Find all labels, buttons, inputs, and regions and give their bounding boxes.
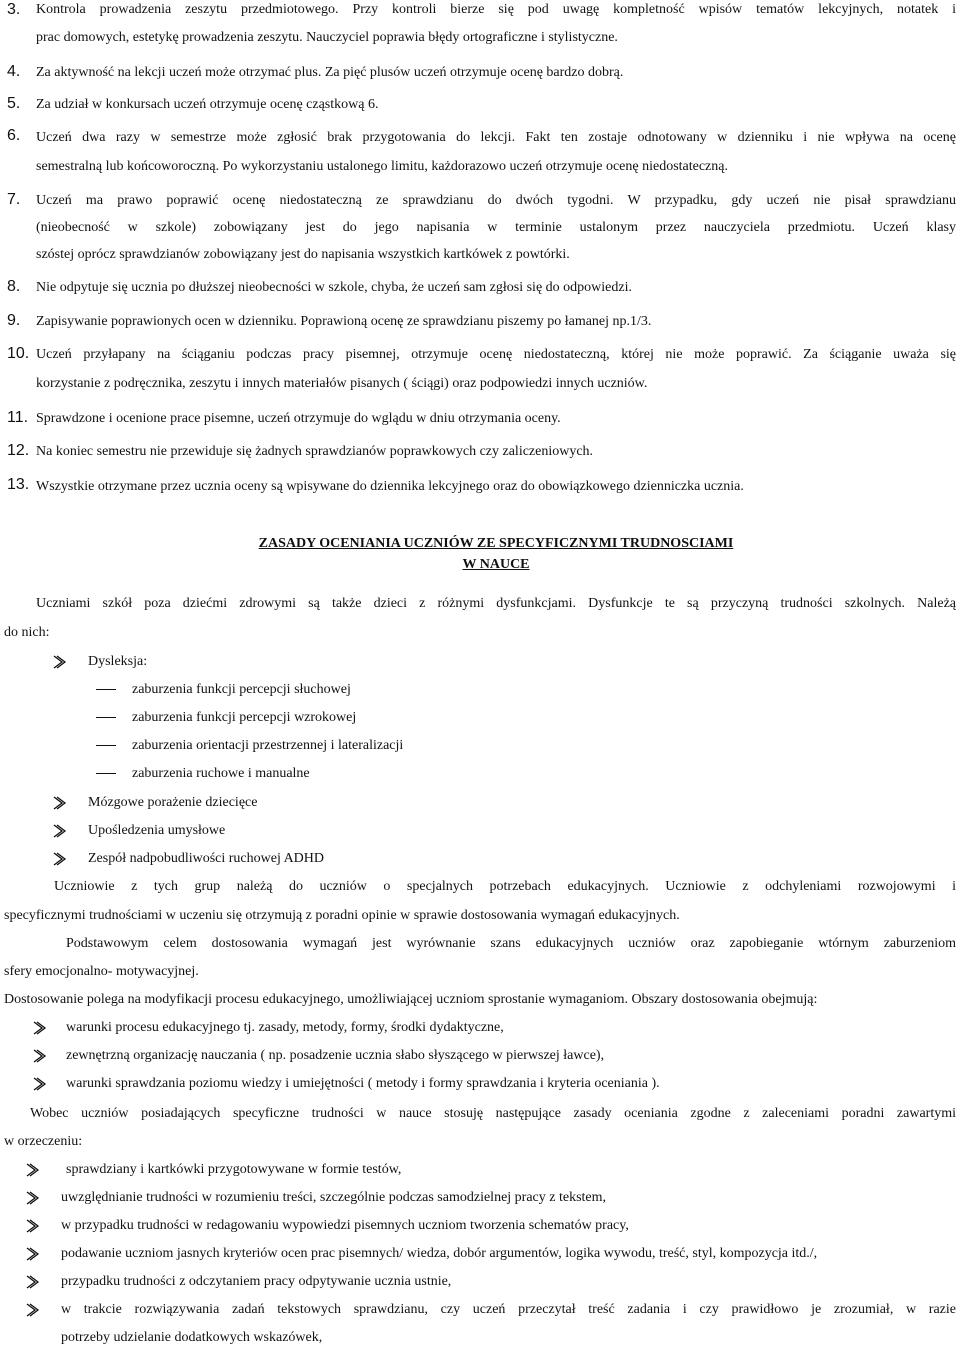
principle-item: uwzględnianie trudności w rozumieniu treści, szczególnie podczas samodzielnej pracy z tekstem,: [61, 1190, 607, 1205]
area-item: zewnętrzną organizację nauczania ( np. posadzenie ucznia słabo słyszącego w pierwszej ławce),: [66, 1048, 605, 1063]
paragraph-line: specyficznymi trudnościami w uczeniu się otrzymują z poradni opinie w sprawie dostosowania wymagań edukacyjnych.: [4, 908, 680, 923]
arrow-bullet-icon: [53, 824, 67, 838]
paragraph-line: Dostosowanie polega na modyfikacji procesu edukacyjnego, umożliwiającej uczniom sprostanie wymaganiom. Obszary dostosowania obejmują:: [4, 992, 818, 1007]
arrow-bullet-icon: [33, 1021, 47, 1035]
dash-bullet-icon: [96, 717, 116, 718]
principle-item: podawanie uczniom jasnych kryteriów ocen prac pisemnych/ wiedza, dobór argumentów, logika wywodu, treść, styl, kompozycja itd./,: [61, 1246, 818, 1261]
dysfunction-subitem: zaburzenia orientacji przestrzennej i lateralizacji: [132, 738, 404, 753]
rule-text-line: Za udział w konkursach uczeń otrzymuje ocenę cząstkową 6.: [36, 97, 379, 112]
arrow-bullet-icon: [33, 1049, 47, 1063]
dash-bullet-icon: [96, 773, 116, 774]
principle-item-continued: potrzeby udzielanie dodatkowych wskazówek,: [61, 1330, 323, 1345]
arrow-bullet-icon: [26, 1219, 40, 1233]
arrow-bullet-icon: [26, 1191, 40, 1205]
rule-number: 10.: [7, 345, 30, 362]
dysfunction-label: Upośledzenia umysłowe: [88, 823, 226, 838]
rule-text-line: Uczeń przyłapany na ściąganiu podczas pracy pisemnej, otrzymuje ocenę niedostateczną, której nie może poprawić. Za ściąganie uważa się: [36, 347, 956, 362]
rule-number: 3.: [7, 1, 21, 18]
rule-number: 7.: [7, 191, 21, 208]
rule-number: 9.: [7, 312, 21, 329]
section-heading-continued: W NAUCE: [462, 557, 530, 572]
rule-text-line: szóstej oprócz sprawdzianów zobowiązany jest do napisania wszystkich kartkówek z powtórki.: [36, 247, 570, 262]
area-item: warunki procesu edukacyjnego tj. zasady, metody, formy, środki dydaktyczne,: [66, 1020, 504, 1035]
rule-text-line: semestralną lub końcoworoczną. Po wykorzystaniu ustalonego limitu, każdorazowo uczeń otrzymuje ocenę niedostateczną.: [36, 159, 728, 174]
rule-text-line: Uczeń ma prawo poprawić ocenę niedostateczną ze sprawdzianu do dwóch tygodni. W przypadku, gdy uczeń nie pisał sprawdzianu: [36, 193, 956, 208]
rule-text-line: Uczeń dwa razy w semestrze może zgłosić brak przygotowania do lekcji. Fakt ten zostaje odnotowany w dzienniku i nie wpływa na ocenę: [36, 130, 956, 145]
principle-item: przypadku trudności z odczytaniem pracy odpytywanie ucznia ustnie,: [61, 1274, 452, 1289]
rule-text-line: Nie odpytuje się ucznia po dłuższej nieobecności w szkole, chyba, że uczeń sam zgłosi się do odpowiedzi.: [36, 280, 632, 295]
section-heading: ZASADY OCENIANIA UCZNIÓW ZE SPECYFICZNYMI TRUDNOSCIAMI: [258, 536, 734, 551]
arrow-bullet-icon: [26, 1303, 40, 1317]
rule-number: 13.: [7, 476, 30, 493]
arrow-bullet-icon: [53, 796, 67, 810]
dysfunction-label: Zespół nadpobudliwości ruchowej ADHD: [88, 851, 325, 866]
arrow-bullet-icon: [53, 655, 67, 669]
rule-text-line: Kontrola prowadzenia zeszytu przedmiotowego. Przy kontroli bierze się pod uwagę kompletność wpisów tematów lekcyjnych, notatek i: [36, 2, 956, 17]
paragraph-line: w orzeczeniu:: [4, 1134, 83, 1149]
paragraph-line: Wobec uczniów posiadających specyficzne trudności w nauce stosuję następujące zasady oceniania zgodne z zaleceniami poradni zawartymi: [30, 1106, 956, 1121]
intro-text-line: Uczniami szkół poza dziećmi zdrowymi są także dzieci z różnymi dysfunkcjami. Dysfunkcje te są przyczyną trudności szkolnych. Należą: [36, 596, 956, 611]
intro-text-line: do nich:: [4, 625, 50, 640]
dash-bullet-icon: [96, 689, 116, 690]
rule-number: 12.: [7, 442, 30, 459]
paragraph-line: sfery emocjonalno- motywacyjnej.: [4, 964, 199, 979]
arrow-bullet-icon: [33, 1077, 47, 1091]
rule-text-line: Za aktywność na lekcji uczeń może otrzymać plus. Za pięć plusów uczeń otrzymuje ocenę bardzo dobrą.: [36, 65, 624, 80]
paragraph-line: Podstawowym celem dostosowania wymagań jest wyrównanie szans edukacyjnych uczniów oraz zapobieganie wtórnym zaburzeniom: [66, 936, 956, 951]
rule-number: 6.: [7, 127, 21, 144]
arrow-bullet-icon: [26, 1275, 40, 1289]
paragraph-line: Uczniowie z tych grup należą do uczniów o specjalnych potrzebach edukacyjnych. Uczniowie z odchyleniami rozwojowymi i: [54, 879, 956, 894]
rule-text-line: prac domowych, estetykę prowadzenia zeszytu. Nauczyciel poprawia błędy ortograficzne i stylistyczne.: [36, 30, 618, 45]
rule-number: 11.: [7, 409, 29, 426]
rule-text-line: Zapisywanie poprawionych ocen w dzienniku. Poprawioną ocenę ze sprawdzianu piszemy po łamanej np.1/3.: [36, 314, 652, 329]
arrow-bullet-icon: [26, 1247, 40, 1261]
area-item: warunki sprawdzania poziomu wiedzy i umiejętności ( metody i formy sprawdzania i kryteria oceniania ).: [66, 1076, 660, 1091]
dysfunction-subitem: zaburzenia funkcji percepcji wzrokowej: [132, 710, 357, 725]
principle-item: sprawdziany i kartkówki przygotowywane w formie testów,: [66, 1162, 402, 1177]
principle-item: w przypadku trudności w redagowaniu wypowiedzi pisemnych uczniom tworzenia schematów pracy,: [61, 1218, 629, 1233]
rule-number: 4.: [7, 63, 21, 80]
rule-text-line: (nieobecność w szkole) zobowiązany jest do jego napisania w terminie ustalonym przez nauczyciela przedmiotu. Uczeń klasy: [36, 220, 956, 235]
dysfunction-subitem: zaburzenia funkcji percepcji słuchowej: [132, 682, 351, 697]
rule-text-line: Wszystkie otrzymane przez ucznia oceny są wpisywane do dziennika lekcyjnego oraz do obowiązkowego dzienniczka ucznia.: [36, 479, 744, 494]
rule-text-line: Na koniec semestru nie przewiduje się żadnych sprawdzianów poprawkowych czy zaliczeniowych.: [36, 444, 594, 459]
principle-item: w trakcie rozwiązywania zadań tekstowych sprawdzianu, czy uczeń przeczytał treść zadania i czy prawidłowo je zrozumiał, w razie: [61, 1302, 956, 1317]
rule-number: 8.: [7, 278, 21, 295]
arrow-bullet-icon: [26, 1163, 40, 1177]
rule-number: 5.: [7, 95, 21, 112]
dash-bullet-icon: [96, 745, 116, 746]
dysfunction-subitem: zaburzenia ruchowe i manualne: [132, 766, 310, 781]
dysfunction-label: Dysleksja:: [88, 654, 148, 669]
rule-text-line: korzystanie z podręcznika, zeszytu i innych materiałów pisanych ( ściągi) oraz podpowiedzi innych uczniów.: [36, 376, 648, 391]
dysfunction-label: Mózgowe porażenie dziecięce: [88, 795, 258, 810]
arrow-bullet-icon: [53, 852, 67, 866]
rule-text-line: Sprawdzone i ocenione prace pisemne, uczeń otrzymuje do wglądu w dniu otrzymania oceny.: [36, 411, 561, 426]
